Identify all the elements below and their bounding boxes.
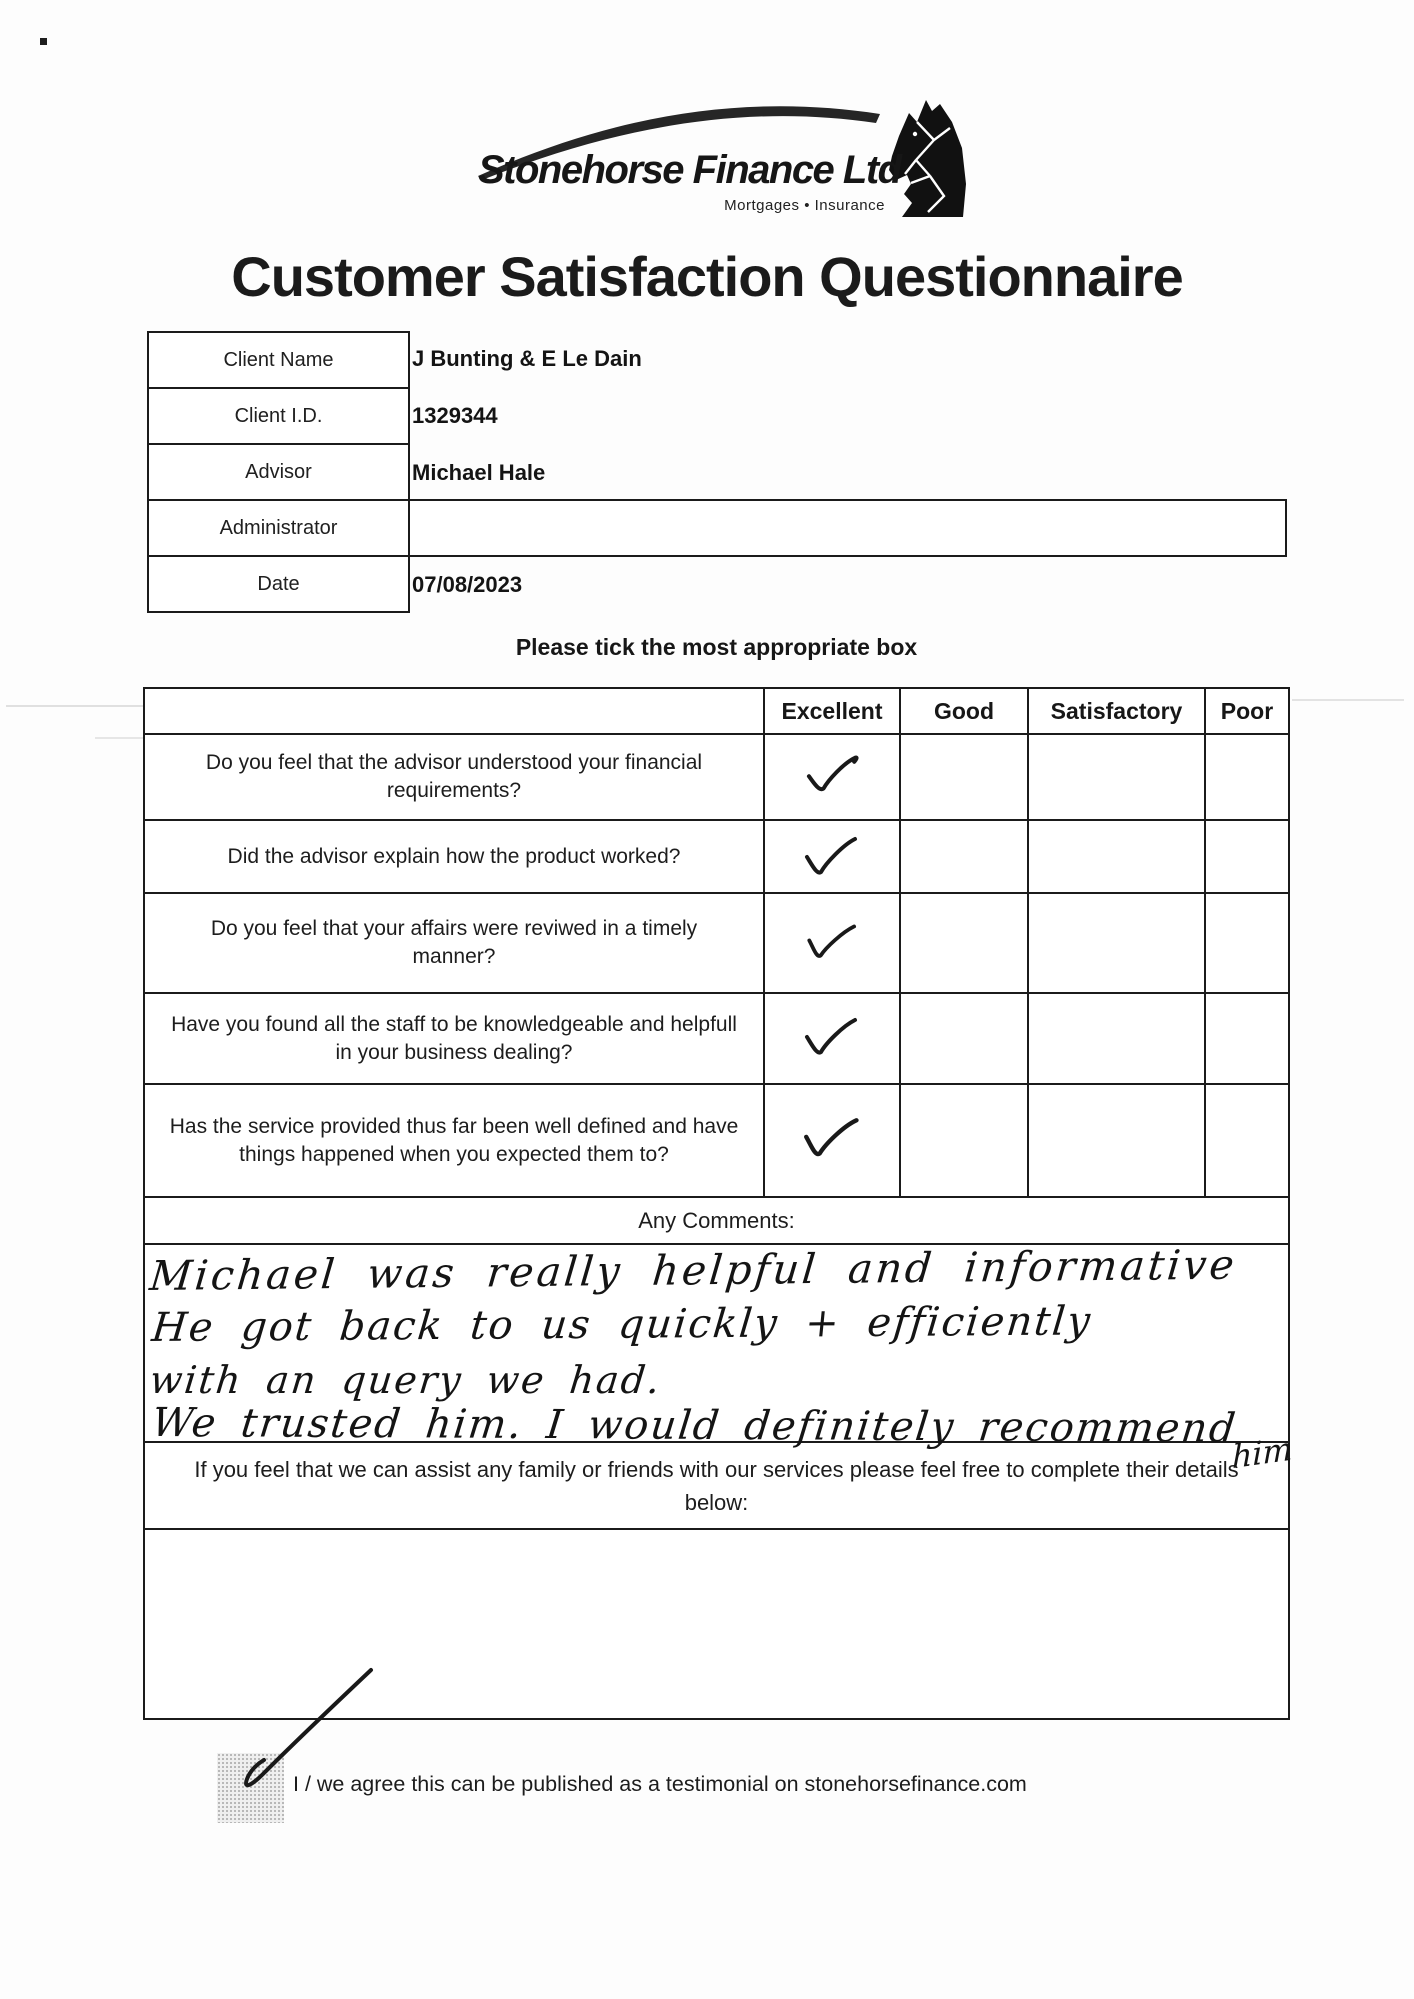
- company-name: Stonehorse Finance Ltd: [478, 148, 901, 192]
- rating-cell: [1029, 735, 1206, 821]
- client-name-value: J Bunting & E Le Dain: [412, 346, 642, 371]
- scan-artifact-dash: [1292, 699, 1404, 701]
- handwritten-comment-line: Michael was really helpful and informative: [147, 1240, 1240, 1301]
- rating-cell: [1029, 994, 1206, 1085]
- header-good: Good: [901, 689, 1029, 735]
- tick-mark-icon: [798, 1113, 867, 1167]
- administrator-label-box: [147, 499, 410, 557]
- handwritten-tick-icon: [205, 1656, 385, 1816]
- question-row: Have you found all the staff to be knowledgeable and helpfull in your business dealing?: [145, 994, 765, 1085]
- rating-cell: [901, 994, 1029, 1085]
- rating-cell: [1206, 821, 1288, 894]
- header-poor: Poor: [1206, 689, 1288, 735]
- date-label: Date: [257, 572, 300, 595]
- client-name-label: Client Name: [223, 348, 334, 371]
- client-id-label: Client I.D.: [234, 404, 323, 427]
- advisor-value: Michael Hale: [412, 460, 546, 485]
- question-row: Has the service provided thus far been well defined and have things happened when you expected them to?: [145, 1085, 765, 1198]
- tick-mark-icon: [800, 751, 864, 802]
- rating-cell: [1206, 894, 1288, 994]
- client-id-value: 1329344: [412, 403, 498, 428]
- rating-cell: [1206, 735, 1288, 821]
- rating-cell: [1029, 821, 1206, 894]
- rating-cell: [765, 1085, 901, 1198]
- rating-cell: [1029, 1085, 1206, 1198]
- date-value: 07/08/2023: [412, 572, 523, 597]
- tick-mark-icon: [801, 918, 863, 968]
- rating-cell: [765, 994, 901, 1085]
- scan-artifact-dash: [6, 705, 144, 707]
- date-label-box: [147, 555, 410, 613]
- administrator-value-box: [408, 499, 1287, 557]
- referral-note-text: If you feel that we can assist any family or friends with our services please feel free to complete their details below:: [194, 1456, 1239, 1515]
- scan-artifact-dot: [40, 38, 47, 45]
- rating-cell: [901, 1085, 1029, 1198]
- tick-mark-icon: [801, 1015, 863, 1063]
- header-satisfactory: Satisfactory: [1029, 689, 1206, 735]
- rating-cell: [1206, 994, 1288, 1085]
- rating-cell: [1029, 894, 1206, 994]
- header-excellent: Excellent: [765, 689, 901, 735]
- referral-note: [145, 1443, 1288, 1530]
- rating-cell: [765, 821, 901, 894]
- question-row: Do you feel that your affairs were reviwed in a timely manner?: [145, 894, 765, 994]
- page-title: Customer Satisfaction Questionnaire: [231, 245, 1183, 308]
- client-id-label-box: [147, 387, 410, 445]
- rating-cell: [901, 735, 1029, 821]
- rating-cell: [901, 894, 1029, 994]
- any-comments-label: Any Comments:: [145, 1198, 1288, 1245]
- ratings-table: [143, 687, 1290, 1720]
- question-row: Did the advisor explain how the product worked?: [145, 821, 765, 894]
- testimonial-agreement-text: I / we agree this can be published as a testimonial on stonehorsefinance.com: [293, 1772, 1027, 1796]
- scan-artifact-dash: [95, 737, 147, 739]
- tick-instruction: Please tick the most appropriate box: [515, 634, 918, 660]
- handwritten-comment-line: him: [1232, 1429, 1293, 1477]
- handwritten-comment-line: with an query we had.: [147, 1358, 664, 1402]
- question-row: Do you feel that the advisor understood your financial requirements?: [145, 735, 765, 821]
- rating-cell: [1206, 1085, 1288, 1198]
- header-question-cell: [145, 689, 765, 735]
- rating-cell: [765, 894, 901, 994]
- advisor-label: Advisor: [245, 460, 312, 483]
- company-tagline: Mortgages • Insurance: [724, 197, 885, 214]
- rating-cell: [765, 735, 901, 821]
- administrator-label: Administrator: [219, 516, 338, 539]
- tick-mark-icon: [801, 833, 863, 881]
- handwritten-comment-line: He got back to us quickly + efficiently: [149, 1298, 1094, 1352]
- rating-cell: [901, 821, 1029, 894]
- handwritten-comment-line: We trusted him. I would definitely recommend: [149, 1400, 1240, 1452]
- client-name-label-box: [147, 331, 410, 389]
- advisor-label-box: [147, 443, 410, 501]
